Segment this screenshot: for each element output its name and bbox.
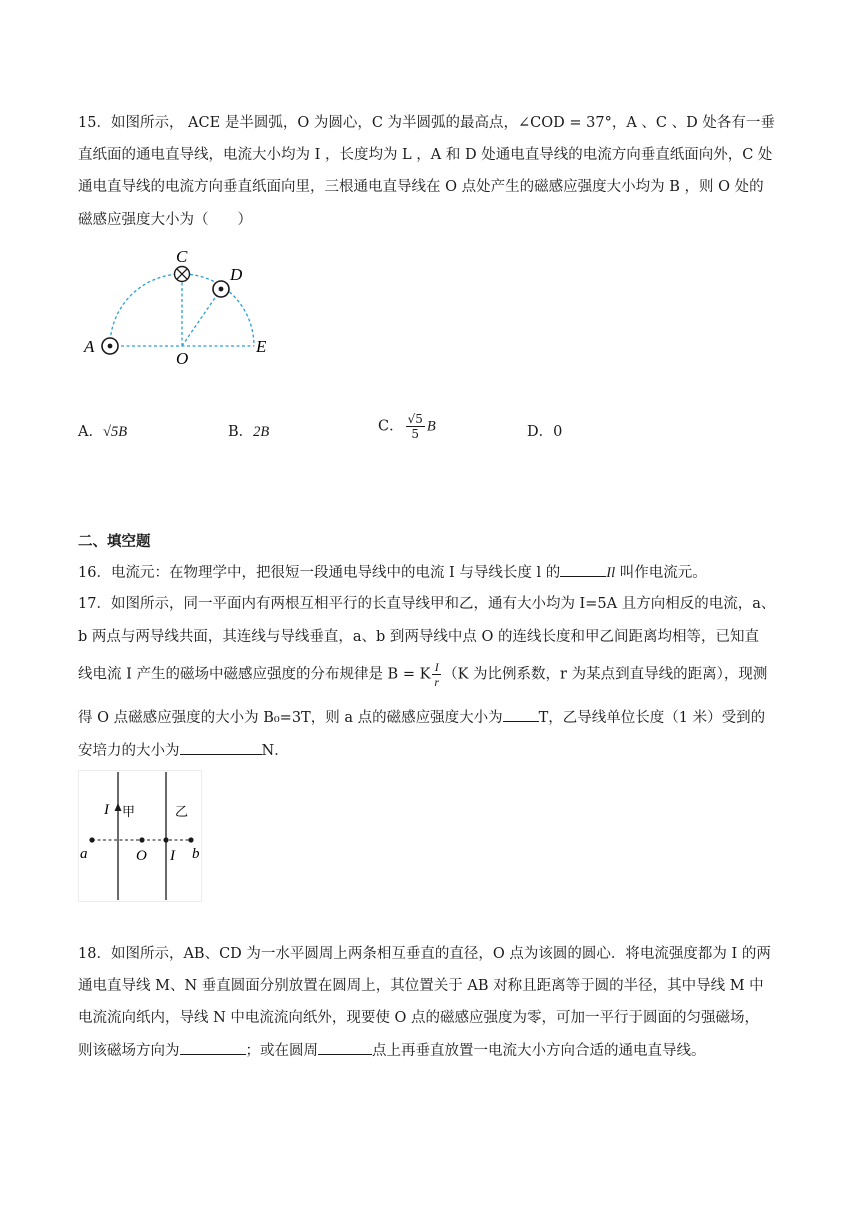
q17-line-2: b 两点与两导线共面，其连线与导线垂直，a、b 到两导线中点 O 的连线长度和甲乙间距离均相等，已知直 <box>78 629 760 645</box>
label-o: O <box>136 848 147 864</box>
label-o: O <box>176 349 189 368</box>
q16-blank[interactable] <box>560 562 606 577</box>
option-c-fraction: $\frac{√5}{5}$ <box>407 412 423 441</box>
q17-line-4: 得 O 点磁感应强度的大小为 B₀=3T，则 a 点的磁感应强度大小为 T，乙导线单位长度（1 米）受到的 <box>78 707 765 728</box>
option-a-expr: √5B <box>102 424 128 440</box>
label-current-left: I <box>104 802 109 818</box>
section-title: 二、填空题 <box>78 534 151 550</box>
label-c: C <box>176 247 188 266</box>
label-current-right: I <box>170 848 175 864</box>
q15-line-3: 通电直导线的电流方向垂直纸面向里，三根通电直导线在 O 点处产生的磁感应强度大小均为 B ，则 O 处的 <box>78 179 764 195</box>
option-d[interactable]: D．0 <box>527 424 563 440</box>
q15-line-2: 直纸面的通电直导线，电流大小均为 I ，长度均为 L ，A 和 D 处通电直导线的电流方向垂直纸面向外，C 处 <box>78 147 773 163</box>
label-a: A <box>84 337 95 356</box>
option-c[interactable]: C． $\frac{√5}{5}$ B <box>378 412 436 441</box>
q15-line-4: 磁感应强度大小为（ ） <box>78 212 252 228</box>
option-a[interactable]: A．√5B <box>78 424 128 440</box>
q15-line-1 <box>78 113 775 133</box>
wire-a-out-of-page-icon <box>102 338 118 354</box>
q18-line-1: 18．如图所示，AB、CD 为一水平圆周上两条相互垂直的直径，O 点为该圆的圆心．将电流强度都为 I 的两 <box>78 946 771 962</box>
point-o <box>139 837 144 842</box>
q17-line-3: 线电流 I 产生的磁场中磁感应强度的分布规律是 B = K $\frac{I}{r}$ （K 为比例系数，r 为某点到直导线的距离），现测 <box>78 660 768 689</box>
radius-od <box>182 289 221 346</box>
q17-line-1: 17．如图所示，同一平面内有两根互相平行的长直导线甲和乙，通有大小均为 I=5A 且方向相反的电流，a、 <box>78 596 776 612</box>
option-b-expr: 2B <box>253 424 270 440</box>
q17-line-5: 安培力的大小为 N． <box>78 740 289 761</box>
point-b <box>188 837 193 842</box>
q17-blank-1[interactable] <box>503 707 539 722</box>
option-b[interactable]: B．2B <box>228 424 270 440</box>
q18-line-3: 电流流向纸内，导线 N 中电流流向纸外，现要使 O 点的磁感应强度为零，可加一平行于圆面的匀强磁场， <box>78 1010 760 1026</box>
q17-formula-fraction: $\frac{I}{r}$ <box>434 660 440 689</box>
label-jia: 甲 <box>122 805 136 820</box>
q15-semicircle-figure <box>80 244 280 369</box>
point-a <box>89 837 94 842</box>
q16-line: 16．电流元：在物理学中，把很短一段通电导线中的电流 I 与导线长度 l 的 Il 叫作电流元。 <box>78 562 707 583</box>
q15-number: 15． <box>78 115 111 131</box>
q17-blank-2[interactable] <box>180 740 262 755</box>
q17-parallel-wires-figure <box>78 770 202 902</box>
q15-text-1: 如图所示， ACE 是半圆弧，O 为圆心，C 为半圆弧的最高点，∠COD = 37°，A 、C 、D 处各有一垂 <box>110 115 775 131</box>
q18-line-4: 则该磁场方向为 ；或在圆周 点上再垂直放置一电流大小方向合适的通电直导线。 <box>78 1040 706 1061</box>
label-yi: 乙 <box>175 805 189 820</box>
wire-c-into-page-icon <box>175 267 190 282</box>
point-yi-cross <box>163 837 168 842</box>
label-e: E <box>256 337 267 356</box>
label-a: a <box>80 846 88 862</box>
q18-blank-1[interactable] <box>180 1040 246 1055</box>
wire-d-out-of-page-icon <box>213 281 229 297</box>
current-up-arrow-icon <box>115 803 122 811</box>
q18-line-2: 通电直导线 M、N 垂直圆面分别放置在圆周上，其位置关于 AB 对称且距离等于圆的半径，其中导线 M 中 <box>78 978 764 994</box>
q18-blank-2[interactable] <box>318 1040 372 1055</box>
option-d-expr: 0 <box>553 424 563 440</box>
label-b: b <box>192 846 200 862</box>
label-d: D <box>230 265 243 284</box>
